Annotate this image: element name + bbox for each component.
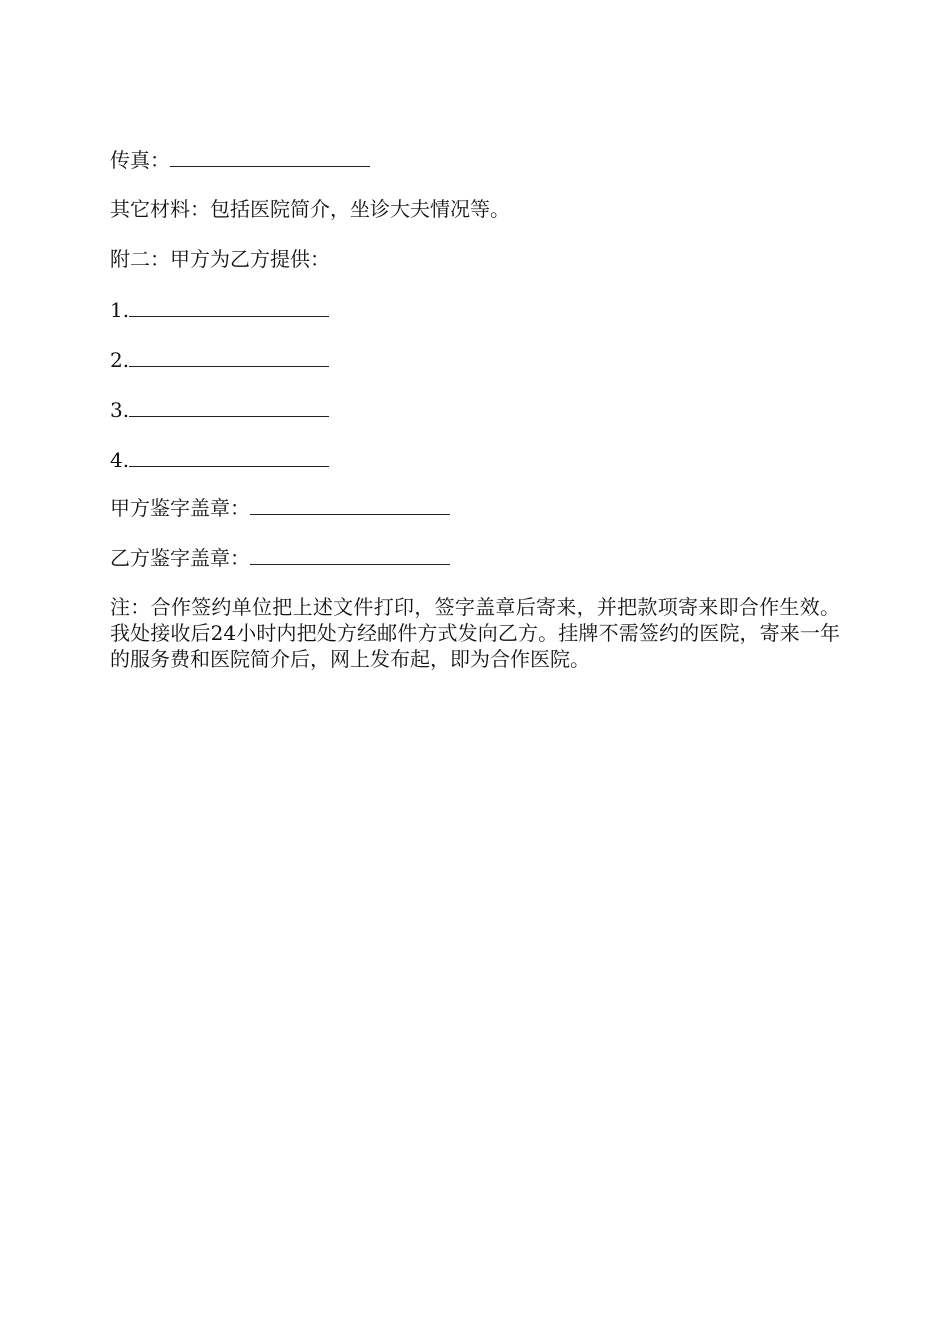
item-blank xyxy=(129,396,329,417)
party-a-sign-blank xyxy=(250,494,450,515)
fax-line xyxy=(110,146,370,172)
item-blank xyxy=(129,296,329,317)
other-materials-text: 其它材料：包括医院简介，坐诊大夫情况等。 xyxy=(110,197,510,221)
party-a-sign-line xyxy=(110,494,450,520)
item-line-1 xyxy=(110,296,329,322)
note-paragraph: 注：合作签约单位把上述文件打印，签字盖章后寄来，并把款项寄来即合作生效。我处接收后24小时内把处方经邮件方式发向乙方。挂牌不需签约的医院，寄来一年的服务费和医院简介后，网上发布起，即为合作医院。 xyxy=(110,595,840,671)
item-line-2 xyxy=(110,346,329,372)
item-number: 1. xyxy=(110,298,130,322)
party-a-sign-label: 甲方鉴字盖章： xyxy=(110,496,250,520)
party-b-sign-label: 乙方鉴字盖章： xyxy=(110,546,250,570)
party-b-sign-line xyxy=(110,544,450,570)
party-b-sign-blank xyxy=(250,544,450,565)
fax-label: 传真： xyxy=(110,148,170,172)
item-line-3 xyxy=(110,396,329,422)
item-number: 3. xyxy=(110,398,130,422)
item-blank xyxy=(129,346,329,367)
item-line-4 xyxy=(110,446,329,472)
item-blank xyxy=(129,446,329,467)
fax-blank xyxy=(170,146,370,167)
other-materials-line xyxy=(110,197,510,221)
item-number: 2. xyxy=(110,348,130,372)
appendix-two-heading xyxy=(110,247,330,271)
item-number: 4. xyxy=(110,448,130,472)
appendix-two-text: 附二：甲方为乙方提供： xyxy=(110,247,330,271)
